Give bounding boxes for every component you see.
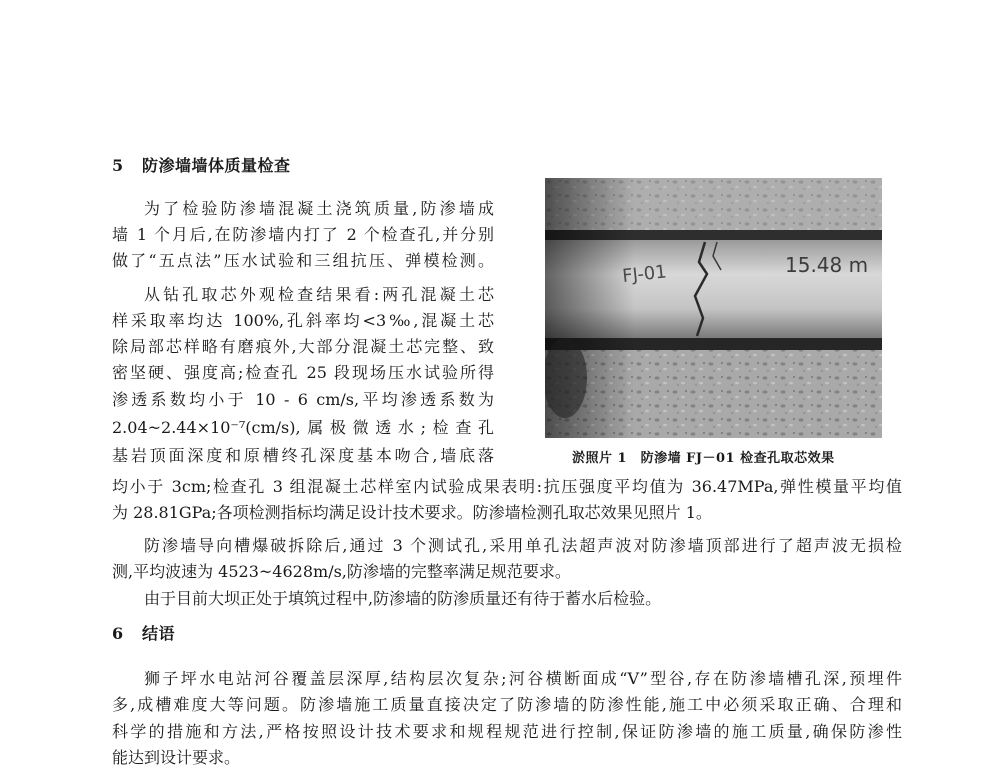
section-5-line: 渗透系数均小于 10 - 6 cm/s,平均渗透系数为 — [112, 390, 494, 409]
section-5-heading — [112, 156, 291, 176]
section-5-line: 样采取率均达 100%,孔斜率均<3‰,混凝土芯 — [112, 311, 494, 330]
section-6-title: 结语 — [142, 624, 176, 643]
section-6-line: 多,成槽难度大等问题。防渗墙施工质量直接决定了防渗墙的防渗性能,施工中必须采取正确、合理和 — [112, 695, 902, 714]
section-5-title: 防渗墙墙体质量检查 — [142, 156, 291, 175]
core-sample-photo — [545, 178, 882, 438]
section-6-number: 6 — [112, 624, 124, 643]
section-5-line: 均小于 3cm;检查孔 3 组混凝土芯样室内试验成果表明:抗压强度平均值为 36.47MPa,弹性模量平均值 — [112, 477, 902, 496]
section-5-line: 为 28.81GPa;各项检测指标均满足设计技术要求。防渗墙检测孔取芯效果见照片 1。 — [112, 503, 712, 522]
section-6-line: 狮子坪水电站河谷覆盖层深厚,结构层次复杂;河谷横断面成“V”型谷,存在防渗墙槽孔深,预埋件 — [144, 669, 902, 688]
section-6-line: 能达到设计要求。 — [112, 748, 241, 767]
section-5-line: 墙 1 个月后,在防渗墙内打了 2 个检查孔,并分别 — [112, 225, 494, 244]
section-5-line: 为了检验防渗墙混凝土浇筑质量,防渗墙成 — [144, 199, 494, 218]
photo-caption: 淤照片 1 防渗墙 FJ－01 检查孔取芯效果 — [572, 451, 835, 466]
section-5-line: 基岩顶面深度和原槽终孔深度基本吻合,墙底落 — [112, 446, 494, 465]
core-sample-image — [545, 178, 882, 438]
section-5-line: 密坚硬、强度高;检查孔 25 段现场压水试验所得 — [112, 363, 494, 382]
section-6-heading — [112, 624, 175, 644]
section-5-line: 从钻孔取芯外观检查结果看:两孔混凝土芯 — [144, 285, 494, 304]
section-5-line: 测,平均波速为 4523~4628m/s,防渗墙的完整率满足规范要求。 — [112, 562, 571, 581]
section-5-line: 2.04~2.44×10⁻⁷(cm/s),属极微透水;检查孔 — [112, 418, 494, 437]
section-5-number: 5 — [112, 156, 124, 175]
section-6-line: 科学的措施和方法,严格按照设计技术要求和规程规范进行控制,保证防渗墙的施工质量,确保防渗性 — [112, 722, 902, 741]
section-5-line: 做了“五点法”压水试验和三组抗压、弹模检测。 — [112, 251, 494, 270]
section-5-line: 除局部芯样略有磨痕外,大部分混凝土芯完整、致 — [112, 337, 494, 356]
core-marking-label: FJ-01 — [621, 261, 668, 287]
section-5-line: 由于目前大坝正处于填筑过程中,防渗墙的防渗质量还有待于蓄水后检验。 — [144, 589, 662, 608]
section-5-line: 防渗墙导向槽爆破拆除后,通过 3 个测试孔,采用单孔法超声波对防渗墙顶部进行了超声波无损检 — [144, 536, 902, 555]
core-depth-label: 15.48 m — [785, 253, 869, 277]
